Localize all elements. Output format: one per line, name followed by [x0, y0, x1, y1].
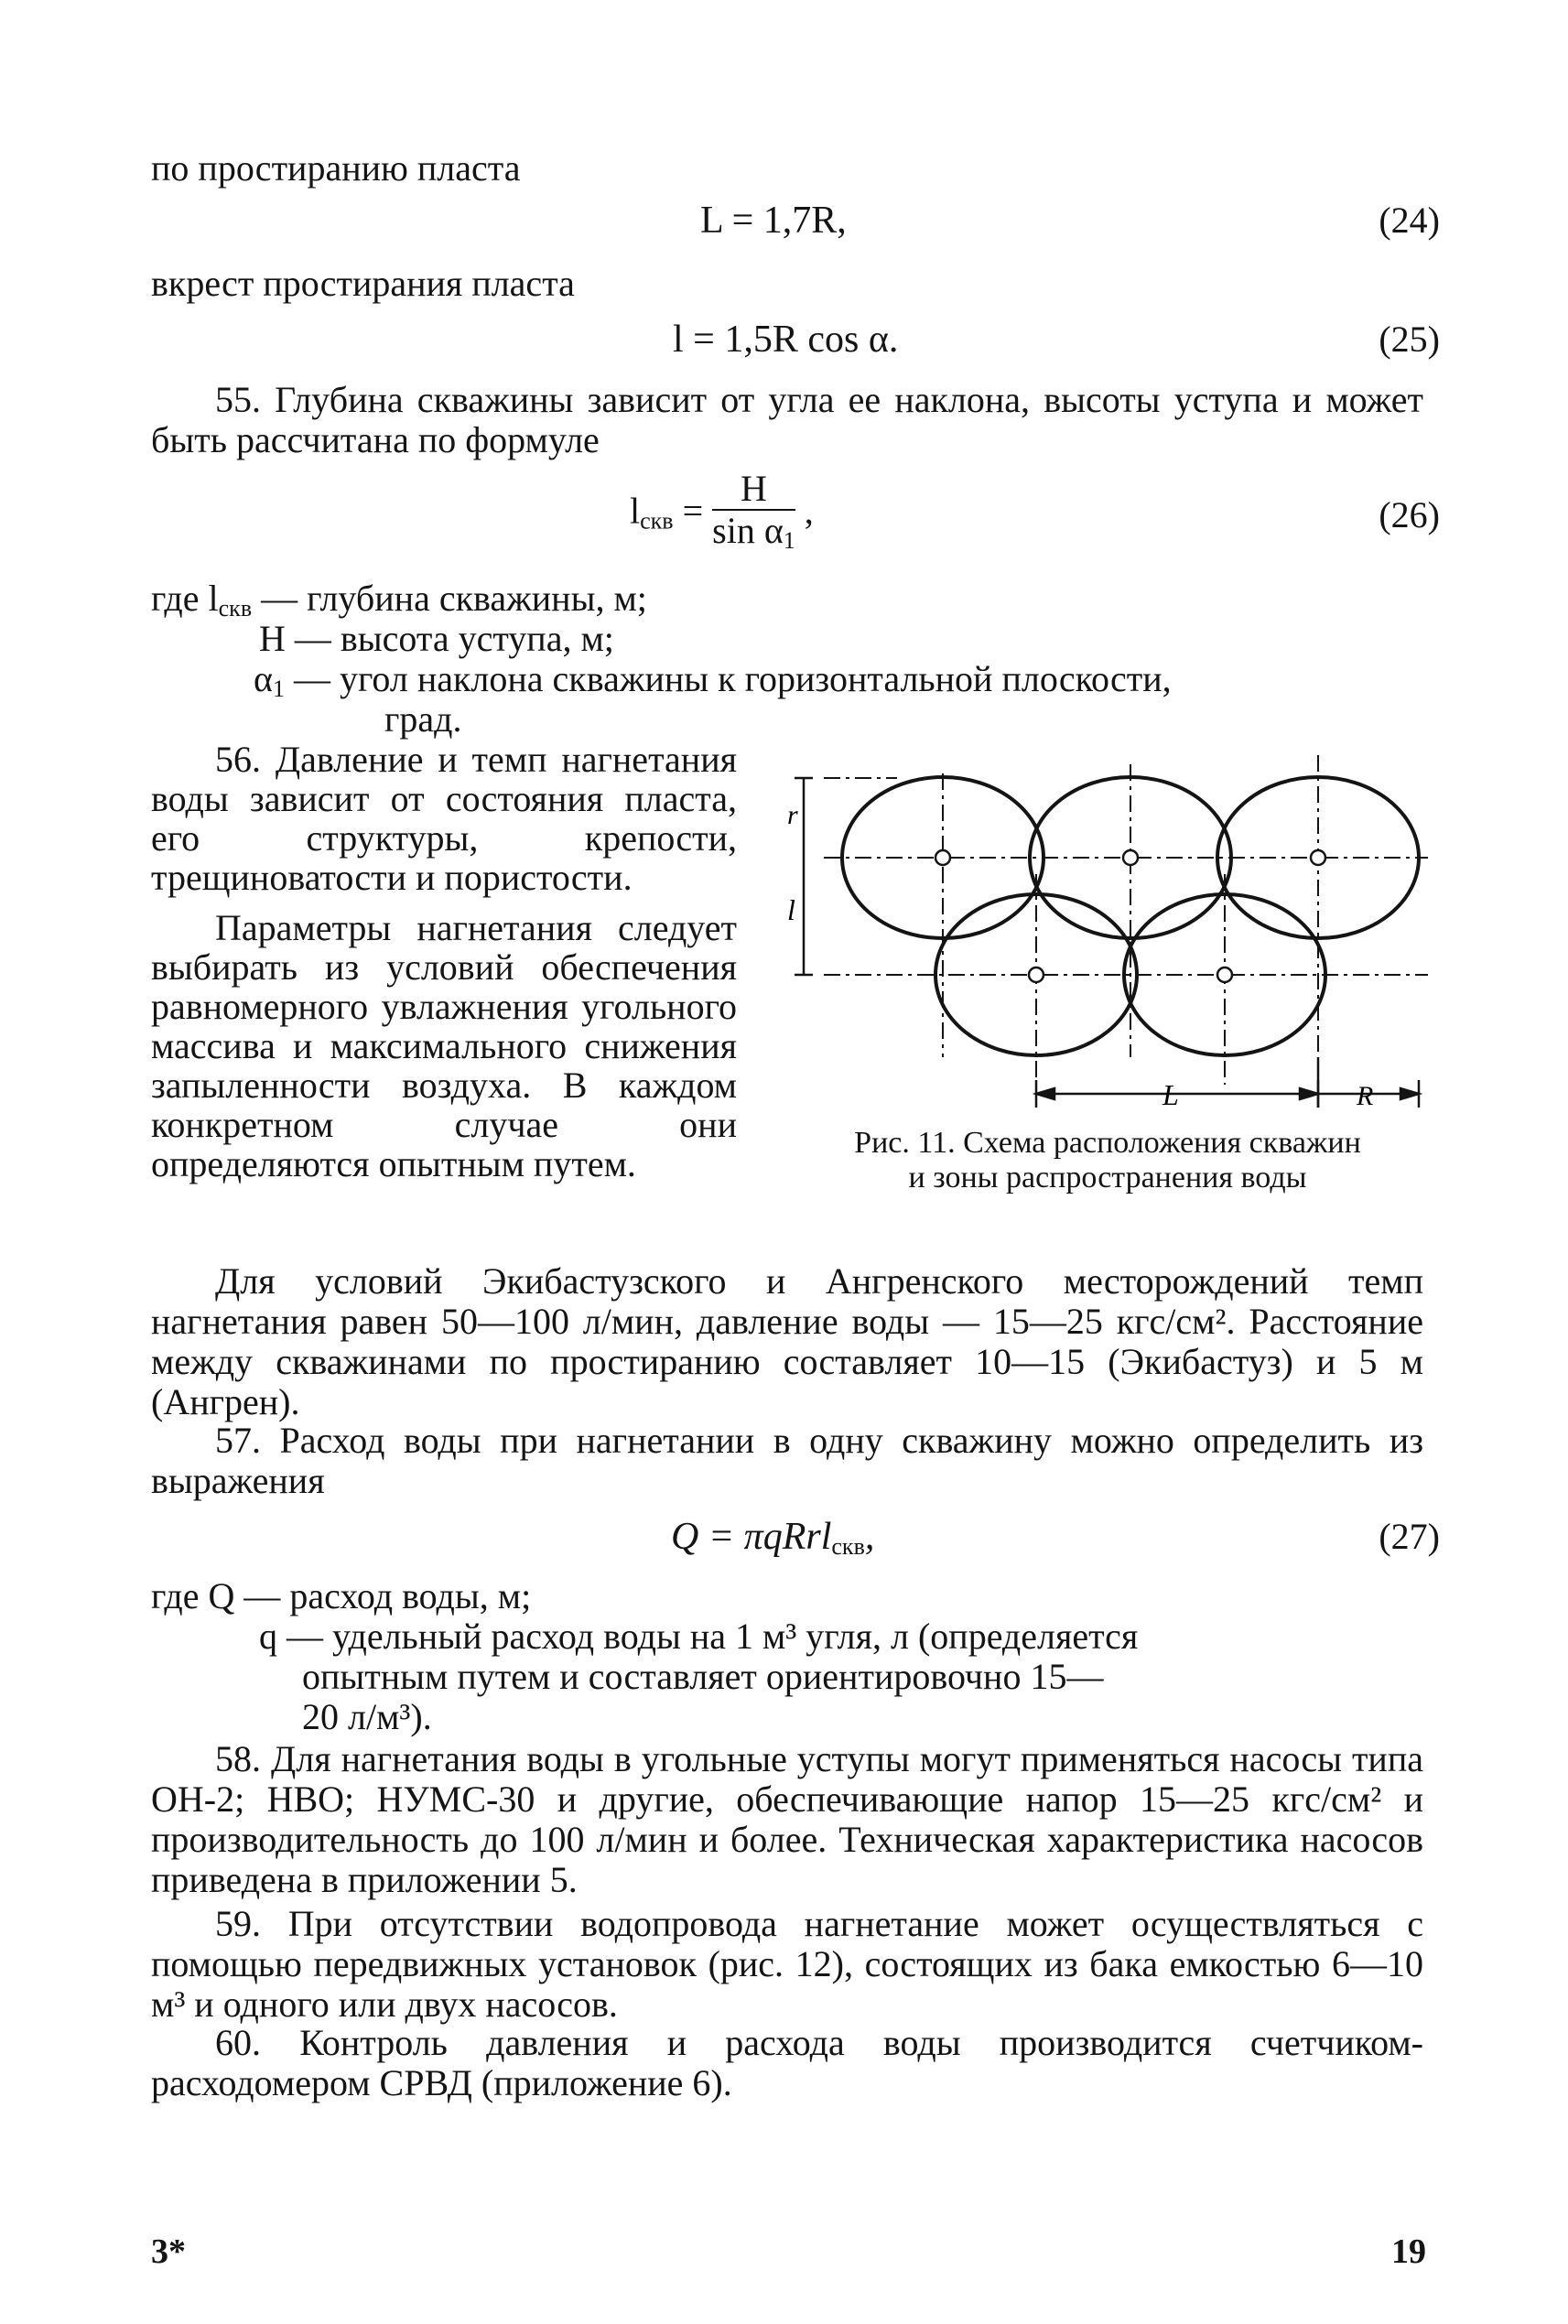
- where-item-angle-unit: град.: [384, 698, 462, 740]
- figure-well-scheme: [787, 755, 1446, 1130]
- well-point: [1217, 967, 1232, 982]
- where-item-specific-flow: q — удельный расход воды на 1 м³ угля, л (определяется: [259, 1616, 1139, 1657]
- figure-caption: [778, 1126, 1437, 1195]
- where-item-depth: где $l_{скв}$ — глубина скважины, м;: [151, 578, 647, 622]
- equation-number-27: (27): [1379, 1516, 1440, 1557]
- figure-caption-line-1: Рис. 11. Схема расположения скважин: [854, 1126, 1361, 1160]
- figure-label-l: l: [787, 893, 795, 926]
- well-point: [1029, 967, 1044, 982]
- equation-number-24: (24): [1379, 200, 1440, 241]
- formula-26-numerator: H: [712, 469, 795, 511]
- formula-25: l = 1,5R cos α.: [673, 319, 899, 361]
- where-item-flow: где Q — расход воды, м;: [151, 1575, 532, 1616]
- formula-26-tail: ,: [795, 490, 814, 532]
- page-number: 19: [1391, 2232, 1426, 2271]
- formula-24: L = 1,7R,: [700, 200, 847, 242]
- signature-mark: 3*: [151, 2232, 186, 2271]
- paragraph-58: 58. Для нагнетания воды в угольные уступы могут применяться насосы типа ОН-2; НВО; НУМС-30 и другие, обеспечивающие напор 15—25 кгс/см² и производительность до 100 л/мин и более. Техническая характеристика насосов приведена в приложении 5.: [151, 1738, 1423, 1900]
- intro-line-cross: вкрест простирания пласта: [151, 263, 575, 304]
- formula-26-fraction: [712, 469, 795, 561]
- formula-27: Q = πqRrl$_{скв}$,: [671, 1516, 875, 1560]
- paragraph-56c: Для условий Экибастузского и Ангренского месторождений темп нагнетания равен 50—100 л/мин, давление воды — 15—25 кгс/см². Расстояние между скважинами по простиранию составляет 10—15 (Экибастуз) и 5 м (Ангрен).: [151, 1260, 1423, 1422]
- formula-26-sub: скв: [640, 507, 674, 535]
- formula-26-denominator: $\sin \alpha_1$: [712, 510, 795, 554]
- formula-26-var: l: [630, 490, 641, 532]
- well-point: [1311, 850, 1325, 865]
- figure-label-L: L: [1162, 1078, 1179, 1111]
- intro-line-strike: по простиранию пласта: [151, 147, 521, 189]
- where-item-height: H — высота уступа, м;: [259, 618, 614, 659]
- where-item-angle: $\alpha_1$ — угол наклона скважины к горизонтальной плоскости,: [254, 658, 1172, 702]
- paragraph-56b: Параметры нагнетания следует выбирать из условий обеспечения равномерного увлажнения угольного массива и максимального снижения запыленности воздуха. В каждом конкретном случае они определяются опытным путем.: [151, 907, 737, 1184]
- where-item-specific-flow-cont: опытным путем и составляет ориентировочно 15—: [302, 1656, 1104, 1697]
- figure-caption-line-2: и зоны распространения воды: [908, 1161, 1307, 1194]
- paragraph-59: 59. При отсутствии водопровода нагнетание может осуществляться с помощью передвижных установок (рис. 12), состоящих из бака емкостью 6—10 м³ и одного или двух насосов.: [151, 1903, 1423, 2025]
- well-point: [1123, 850, 1138, 865]
- figure-label-r: r: [787, 800, 798, 830]
- formula-26: [630, 469, 814, 561]
- well-point: [935, 850, 950, 865]
- paragraph-60: 60. Контроль давления и расхода воды производится счетчиком-расходомером СРВД (приложение 6).: [151, 2022, 1423, 2103]
- figure-label-R: R: [1357, 1081, 1374, 1111]
- column-text-56: [151, 740, 737, 1184]
- equation-number-26: (26): [1379, 494, 1440, 535]
- equation-number-25: (25): [1379, 319, 1440, 360]
- paragraph-56a: 56. Давление и темп нагнетания воды зависит от состояния пласта, его структуры, крепости, трещиноватости и пористости.: [151, 739, 737, 898]
- paragraph-55: 55. Глубина скважины зависит от угла ее наклона, высоты уступа и может быть рассчитана по формуле: [151, 379, 1423, 460]
- where-item-specific-flow-end: 20 л/м³).: [302, 1696, 432, 1737]
- paragraph-57: 57. Расход воды при нагнетании в одну скважину можно определить из выражения: [151, 1420, 1423, 1501]
- formula-26-equals: =: [673, 490, 713, 532]
